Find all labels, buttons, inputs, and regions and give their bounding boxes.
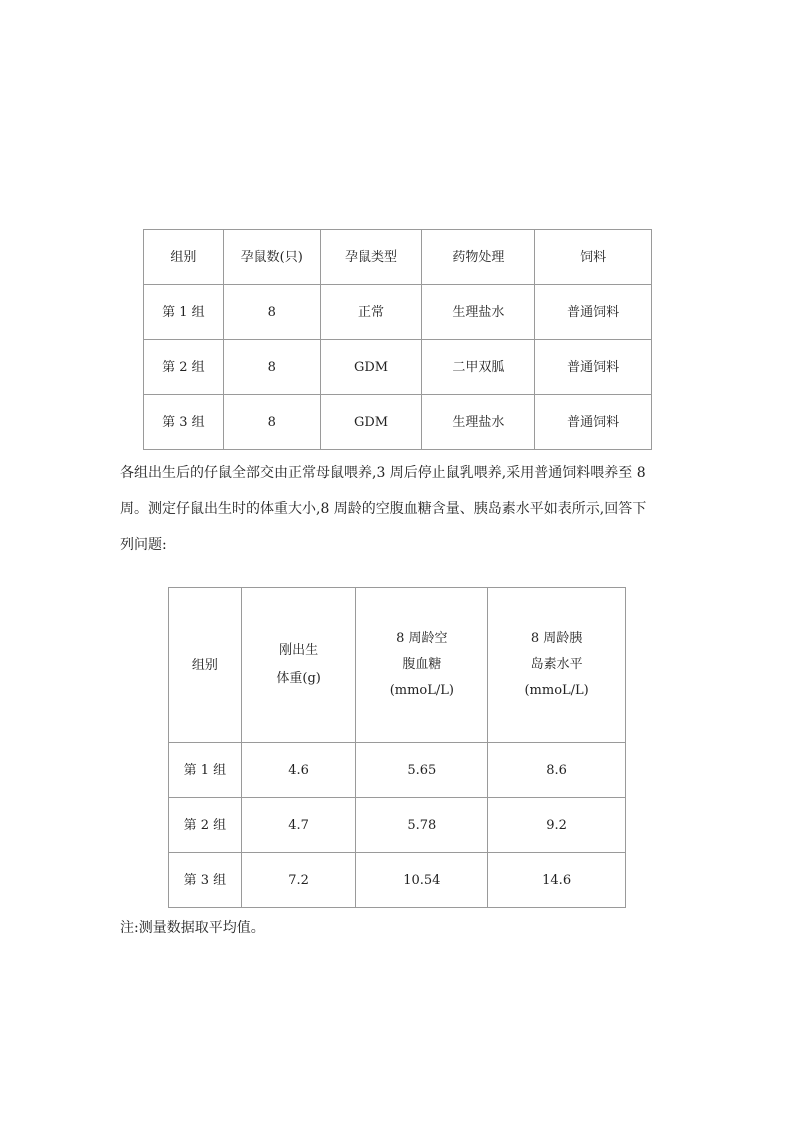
paragraph-line: 各组出生后的仔鼠全部交由正常母鼠喂养,3 周后停止鼠乳喂养,采用普通饲料喂养至 8	[120, 465, 646, 481]
header-cell-insulin	[488, 588, 626, 743]
table-cell: 4.7	[241, 798, 356, 853]
table-cell: 第 1 组	[144, 285, 224, 340]
table-cell: 8	[223, 285, 320, 340]
header-cell-weight	[241, 588, 356, 743]
table-cell: 7.2	[241, 853, 356, 908]
table-row	[144, 395, 652, 450]
header-cell: 组别	[169, 588, 242, 743]
table-cell: 第 3 组	[144, 395, 224, 450]
table-cell: 生理盐水	[422, 395, 535, 450]
header-line: 岛素水平	[530, 657, 583, 672]
table-row	[144, 340, 652, 395]
header-line: 体重(g)	[276, 671, 321, 686]
table-row	[169, 798, 626, 853]
paragraph-line: 周。测定仔鼠出生时的体重大小,8 周龄的空腹血糖含量、胰岛素水平如表所示,回答下	[120, 501, 647, 517]
table-cell: 普通饲料	[535, 340, 652, 395]
table-header-row	[169, 588, 626, 743]
table-row	[144, 285, 652, 340]
header-line: (mmoL/L)	[524, 683, 589, 698]
table-cell: 8	[223, 395, 320, 450]
header-cell: 孕鼠数(只)	[223, 230, 320, 285]
table-cell: 14.6	[488, 853, 626, 908]
table-cell: 二甲双胍	[422, 340, 535, 395]
header-line: 刚出生	[279, 643, 319, 658]
header-cell: 组别	[144, 230, 224, 285]
table-cell: 第 2 组	[169, 798, 242, 853]
table-cell: 第 2 组	[144, 340, 224, 395]
header-line: (mmoL/L)	[389, 683, 454, 698]
table-cell: 4.6	[241, 743, 356, 798]
header-cell-glucose	[356, 588, 488, 743]
table-cell: GDM	[320, 340, 422, 395]
table-cell: 普通饲料	[535, 395, 652, 450]
table-cell: 8	[223, 340, 320, 395]
header-cell: 孕鼠类型	[320, 230, 422, 285]
header-cell: 药物处理	[422, 230, 535, 285]
header-line: 8 周龄空	[396, 631, 448, 646]
table-cell: 正常	[320, 285, 422, 340]
table-cell: 第 1 组	[169, 743, 242, 798]
paragraph-line: 列问题:	[120, 537, 167, 553]
description-paragraph	[120, 455, 680, 563]
table-cell: GDM	[320, 395, 422, 450]
table-cell: 普通饲料	[535, 285, 652, 340]
measurement-results-table	[168, 587, 626, 908]
table-header-row	[144, 230, 652, 285]
table-row	[169, 743, 626, 798]
table-cell: 9.2	[488, 798, 626, 853]
experiment-design-table	[143, 229, 652, 450]
note-text: 注:测量数据取平均值。	[120, 920, 265, 936]
header-line: 腹血糖	[402, 657, 442, 672]
table-cell: 第 3 组	[169, 853, 242, 908]
table-cell: 5.78	[356, 798, 488, 853]
header-cell: 饲料	[535, 230, 652, 285]
table-cell: 10.54	[356, 853, 488, 908]
table-cell: 生理盐水	[422, 285, 535, 340]
table-cell: 5.65	[356, 743, 488, 798]
table-cell: 8.6	[488, 743, 626, 798]
table-row	[169, 853, 626, 908]
header-line: 8 周龄胰	[530, 631, 583, 646]
